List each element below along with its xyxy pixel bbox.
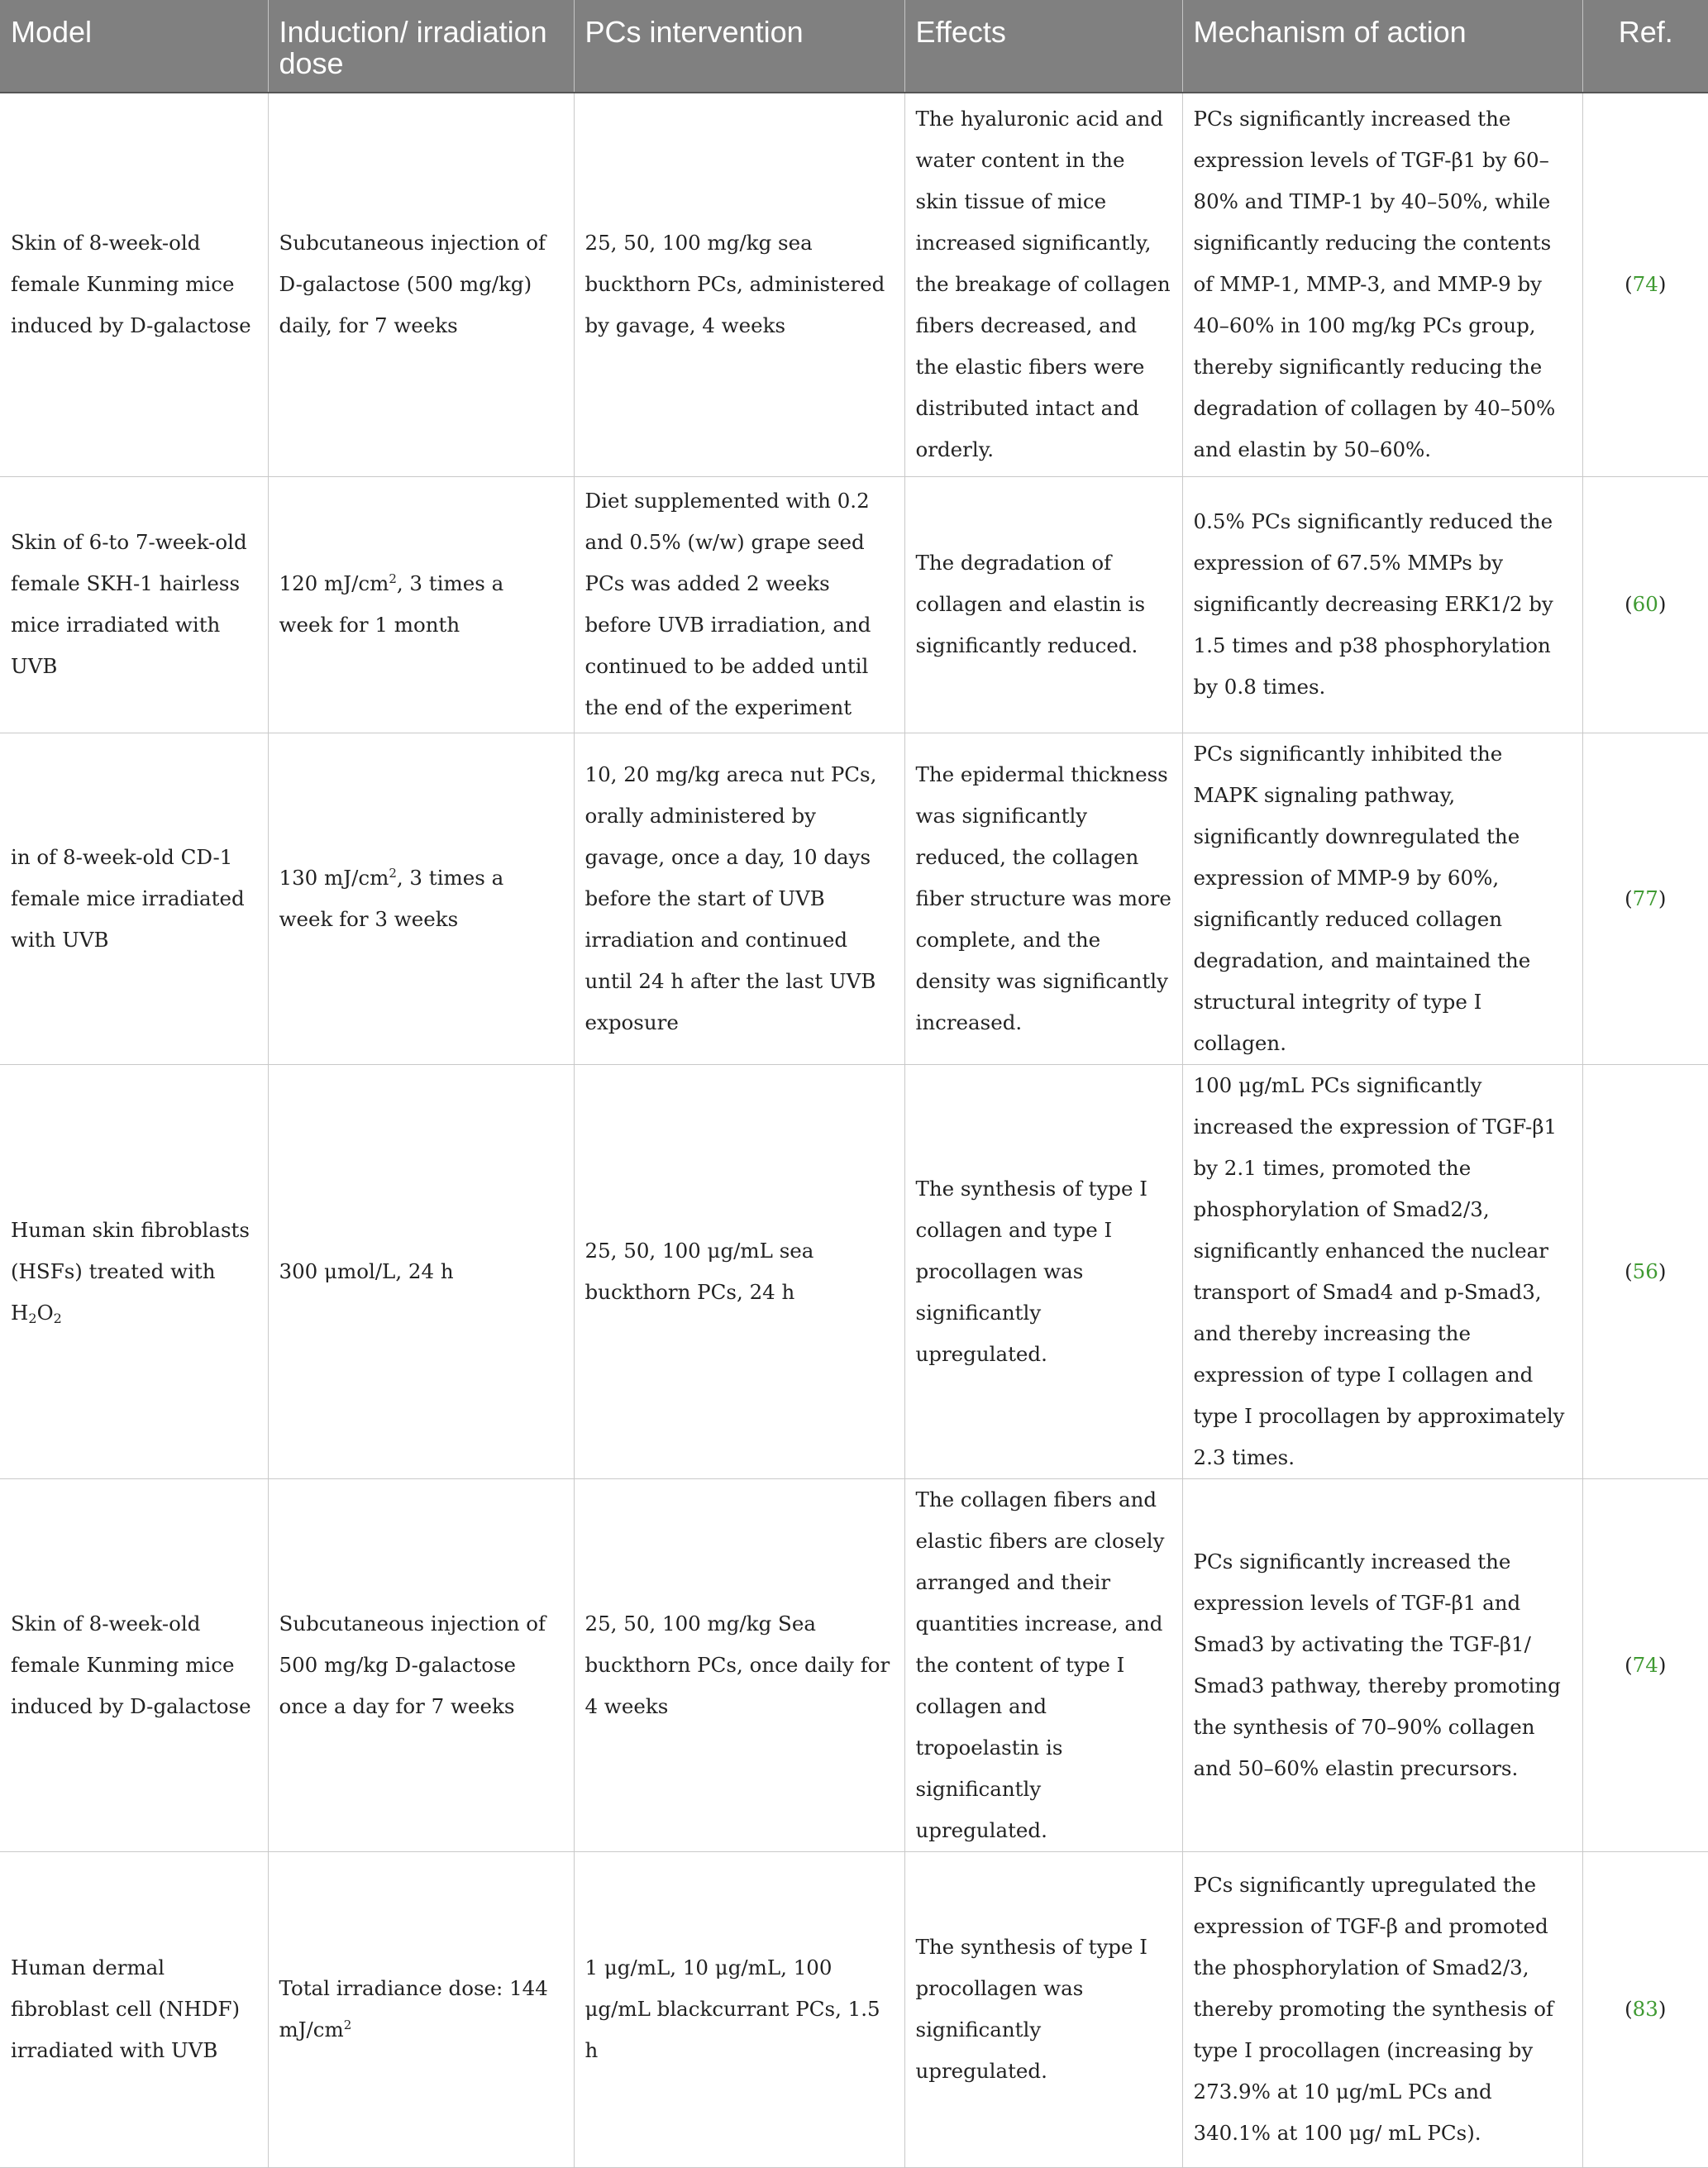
cell-model: in of 8-week-old CD-1 female mice irradiated with UVB [0,733,268,1064]
cell-ref: (77) [1582,733,1708,1064]
cell-model: Skin of 8-week-old female Kunming mice induced by D-galactose [0,1478,268,1851]
cell-intervention: 25, 50, 100 mg/kg Sea buckthorn PCs, once daily for 4 weeks [574,1478,904,1851]
cell-effects: The degradation of collagen and elastin is significantly reduced. [904,476,1182,733]
col-header-induction: Induction/ irradiation dose [268,0,574,93]
cell-effects: The epidermal thickness was significantly reduced, the collagen fiber structure was more complete, and the density was significantly increased. [904,733,1182,1064]
cell-induction: 130 $mJ/cm^2$, 3 times a week for 3 weeks [268,733,574,1064]
cell-model: Skin of 6-to 7-week-old female SKH-1 hairless mice irradiated with UVB [0,476,268,733]
cell-induction: Subcutaneous injection of 500 mg/kg D-galactose once a day for 7 weeks [268,1478,574,1851]
cell-mechanism: 100 μg/mL PCs significantly increased the expression of TGF-β1 by 2.1 times, promoted the phosphorylation of Smad2/3, significantly enhanced the nuclear transport of Smad4 and p-Smad3, and thereby increasing the expression of type I collagen and type I procollagen by approximately 2.3 times. [1182,1064,1582,1478]
cell-intervention: 10, 20 mg/kg areca nut PCs, orally administered by gavage, once a day, 10 days before the start of UVB irradiation and continued until 24 h after the last UVB exposure [574,733,904,1064]
reference-link[interactable]: 56 [1632,1258,1658,1283]
cell-effects: The synthesis of type I procollagen was significantly upregulated. [904,1851,1182,2167]
reference-link[interactable]: 74 [1632,272,1658,297]
cell-effects: The collagen fibers and elastic fibers are closely arranged and their quantities increase, and the content of type I collagen and tropoelastin is significantly upregulated. [904,1478,1182,1851]
cell-mechanism: 0.5% PCs significantly reduced the expression of 67.5% MMPs by significantly decreasing ERK1/2 by 1.5 times and p38 phosphorylation by 0.8 times. [1182,476,1582,733]
col-header-mechanism: Mechanism of action [1182,0,1582,93]
cell-intervention: 1 μg/mL, 10 μg/mL, 100 μg/mL blackcurrant PCs, 1.5 h [574,1851,904,2167]
cell-ref: (83) [1582,1851,1708,2167]
header-row [0,0,1708,93]
table-row [0,1478,1708,1851]
cell-model: Skin of 8-week-old female Kunming mice induced by D-galactose [0,93,268,476]
col-header-effects: Effects [904,0,1182,93]
cell-ref: (56) [1582,1064,1708,1478]
table-row [0,733,1708,1064]
cell-effects: The hyaluronic acid and water content in the skin tissue of mice increased significantly, the breakage of collagen fibers decreased, and the elastic fibers were distributed intact and orderly. [904,93,1182,476]
cell-mechanism: PCs significantly increased the expression levels of TGF-β1 and Smad3 by activating the TGF-β1/ Smad3 pathway, thereby promoting the synthesis of 70–90% collagen and 50–60% elastin precursors. [1182,1478,1582,1851]
cell-mechanism: PCs significantly increased the expression levels of TGF-β1 by 60–80% and TIMP-1 by 40–50%, while significantly reducing the contents of MMP-1, MMP-3, and MMP-9 by 40–60% in 100 mg/kg PCs group, thereby significantly reducing the degradation of collagen by 40–50% and elastin by 50–60%. [1182,93,1582,476]
col-header-ref: Ref. [1582,0,1708,93]
cell-model: Human skin fibroblasts (HSFs) treated with $H_2O_2$ [0,1064,268,1478]
cell-ref: (74) [1582,93,1708,476]
reference-link[interactable]: 74 [1632,1652,1658,1677]
cell-induction: 300 μmol/L, 24 h [268,1064,574,1478]
col-header-model: Model [0,0,268,93]
reference-link[interactable]: 77 [1632,886,1658,910]
col-header-intervention: PCs intervention [574,0,904,93]
cell-induction: Subcutaneous injection of D-galactose (500 mg/kg) daily, for 7 weeks [268,93,574,476]
cell-induction: 120 $mJ/cm^2$, 3 times a week for 1 month [268,476,574,733]
cell-induction: Total irradiance dose: 144 $mJ/cm^2$ [268,1851,574,2167]
cell-intervention: 25, 50, 100 μg/mL sea buckthorn PCs, 24 h [574,1064,904,1478]
cell-model: Human dermal fibroblast cell (NHDF) irradiated with UVB [0,1851,268,2167]
cell-intervention: 25, 50, 100 mg/kg sea buckthorn PCs, administered by gavage, 4 weeks [574,93,904,476]
table-row [0,1851,1708,2167]
reference-link[interactable]: 60 [1632,592,1658,616]
reference-link[interactable]: 83 [1632,1997,1658,2021]
cell-ref: (74) [1582,1478,1708,1851]
table-row [0,476,1708,733]
table-row [0,1064,1708,1478]
table-row [0,93,1708,476]
cell-effects: The synthesis of type I collagen and type I procollagen was significantly upregulated. [904,1064,1182,1478]
cell-ref: (60) [1582,476,1708,733]
cell-mechanism: PCs significantly upregulated the expression of TGF-β and promoted the phosphorylation of Smad2/3, thereby promoting the synthesis of type I procollagen (increasing by 273.9% at 10 μg/mL PCs and 340.1% at 100 μg/ mL PCs). [1182,1851,1582,2167]
cell-mechanism: PCs significantly inhibited the MAPK signaling pathway, significantly downregulated the expression of MMP-9 by 60%, significantly reduced collagen degradation, and maintained the structural integrity of type I collagen. [1182,733,1582,1064]
cell-intervention: Diet supplemented with 0.2 and 0.5% (w/w) grape seed PCs was added 2 weeks before UVB irradiation, and continued to be added until the end of the experiment [574,476,904,733]
